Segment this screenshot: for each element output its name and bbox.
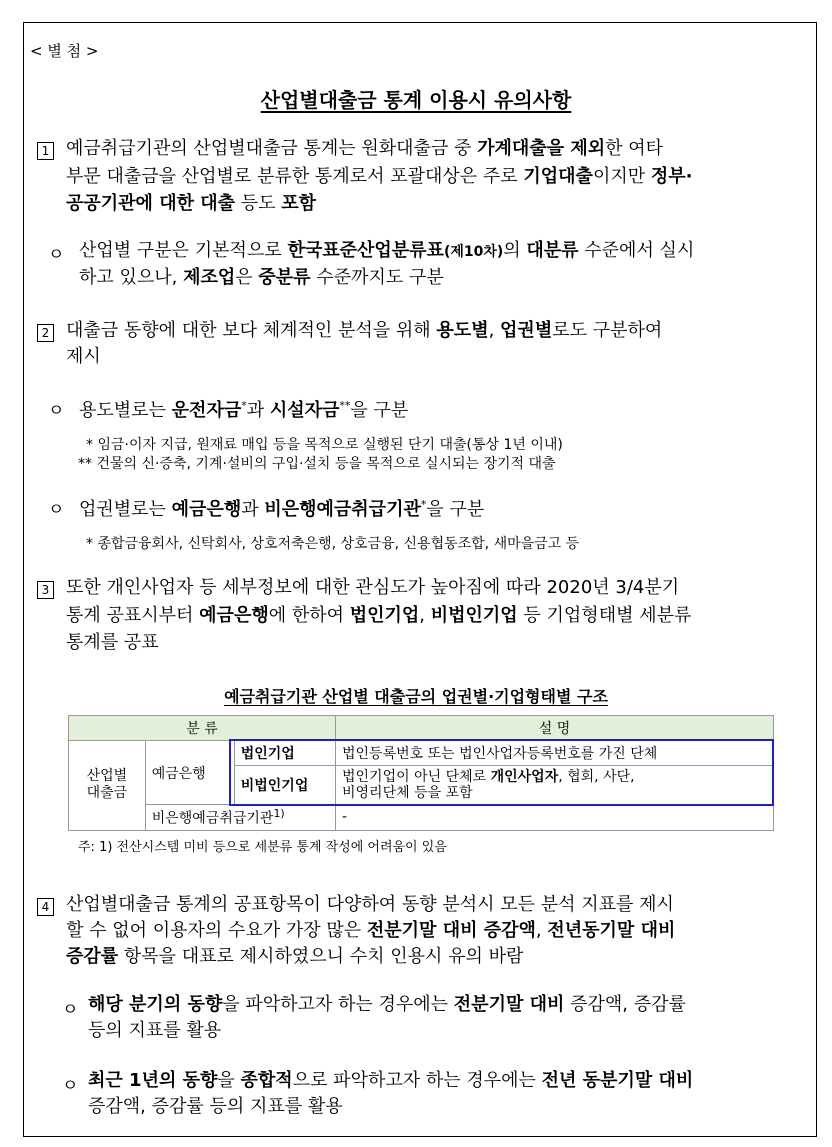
text-run: 예금은행 [171,499,242,520]
section-number-2: 2 [37,324,54,342]
text-run: 법인기업 [349,605,420,626]
bullet-marker: ㅇ [62,1000,79,1020]
header-description: 설 명 [336,716,774,741]
text-run: 비은행예금취급기관 [264,499,421,520]
table-footnote: 주: 1) 전산시스템 미비 등으로 세분류 통계 작성에 어려움이 있음 [78,840,447,855]
section-1-line-3 [66,189,316,218]
text-run: 산업별대출금 통계의 공표항목이 다양하여 동향 분석시 모든 분석 지표를 제시 [66,894,674,915]
text-run: * [241,399,247,412]
text-run: 한국표준산업분류표 [287,240,444,261]
section-4-bullet-2-line-2 [88,1092,343,1121]
text-run: 대분류 [526,240,579,261]
bullet-marker: ㅇ [48,500,65,520]
text-run: 운전자금 [171,400,242,421]
section-2-line-1 [66,316,662,345]
text-run: 등도 [235,193,282,214]
section-2-bullet-1 [79,391,408,425]
text-run: 등 기업형태별 세분류 [517,605,692,626]
section-3-line-3 [66,628,159,657]
section-1-line-1 [66,134,663,163]
table-row [69,741,774,766]
text-run: 등의 지표를 활용 [88,1020,222,1041]
text-run: 정부· [650,166,693,187]
text-run: 통계를 공표 [66,632,159,653]
text-run: 을 구분 [426,499,485,520]
section-2-bullet-2 [79,490,484,524]
text-run: 증감액, 증감률 등의 지표를 활용 [88,1096,343,1117]
bullet-marker: ㅇ [62,1076,79,1096]
text-run: 이지만 [592,166,651,187]
text-run: 예금취급기관의 산업별대출금 통계는 원화대출금 중 [66,138,478,159]
section-4-line-2 [66,916,675,945]
note-working-capital: * 임금·이자 지급, 원재료 매입 등을 목적으로 실행된 단기 대출(통상 1년 이내) [86,437,563,453]
cell-corporate: 법인기업 [234,741,335,766]
section-4-bullet-1-line-1 [88,990,686,1019]
text-run: 수준에서 실시 [578,240,695,261]
text-run: 또한 개인사업자 등 세부정보에 대한 관심도가 높아짐에 따라 2020년 3/4분기 [66,577,680,598]
text-run: 시설자금 [269,400,340,421]
section-number-4: 4 [37,898,54,916]
text-run: 과 [246,400,270,421]
section-2-line-2 [66,342,101,371]
text-run: 예금은행 [199,605,269,626]
text-run: 전분기말 대비 [453,994,565,1015]
text-run: , [419,605,431,626]
text-run: 전분기말 대비 증감액 [366,920,536,941]
cell-industry-loans: 산업별 대출금 [69,741,146,831]
section-4-bullet-1-line-2 [88,1016,221,1045]
note-nonbank: * 종합금융회사, 신탁회사, 상호저축은행, 상호금융, 신용협동조합, 새마을금고 등 [86,536,580,552]
text-run: 수준까지도 구분 [310,267,444,288]
section-number-1: 1 [37,142,54,160]
text-run: (제10차) [443,244,504,260]
text-run: 과 [241,499,265,520]
structure-table [68,715,774,831]
section-4-line-3 [66,942,523,971]
bullet-marker: ㅇ [48,401,65,421]
text-run: 해당 분기의 동향 [88,994,223,1015]
text-run: 산업별 구분은 기본적으로 [79,240,288,261]
text-run: 비법인기업 [430,605,518,626]
text-run: 부문 대출금을 산업별로 분류한 통계로서 포괄대상은 주로 [66,166,524,187]
section-number-3: 3 [37,581,54,599]
text-run: 전년동기말 대비 [547,920,676,941]
text-run: 의 [503,240,527,261]
cell-corporate-desc: 법인등록번호 또는 법인사업자등록번호를 가진 단체 [336,741,774,766]
text-run: 업권별 [500,320,553,341]
page-title: 산업별대출금 통계 이용시 유의사항 [260,88,572,112]
text-run: 용도별로는 [79,400,172,421]
table-header-row [69,716,774,741]
section-1-bullet-line-2 [79,263,444,292]
text-run: 에 한하여 [268,605,350,626]
section-4-line-1 [66,890,674,919]
text-run: 항목을 대표로 제시하였으니 수치 인용시 유의 바람 [118,946,524,967]
bullet-marker: ㅇ [48,245,65,265]
text-run: 종합적 [240,1070,293,1091]
text-run: 을 구분 [350,400,409,421]
text-run: 전년 동분기말 대비 [541,1070,694,1091]
text-run: 은 [235,267,259,288]
text-run: 공공기관에 대한 대출 [66,193,236,214]
text-run: 업권별로는 [79,499,172,520]
cell-noncorporate-desc: 법인기업이 아닌 단체로 개인사업자, 협회, 사단, 비영리단체 등을 포함 [336,766,774,805]
text-run: 기업대출 [523,166,593,187]
text-run: 대출금 동향에 대한 보다 체계적인 분석을 위해 [66,320,437,341]
text-run: , [535,920,548,941]
text-run: 을 파악하고자 하는 경우에는 [222,994,454,1015]
cell-nonbank: 비은행예금취급기관$^{1)}$ [145,805,335,831]
text-run: 가계대출을 제외 [477,138,606,159]
section-3-line-1 [66,573,679,602]
text-run: 을 [217,1070,241,1091]
text-run: 한 여타 [605,138,664,159]
section-4-bullet-2-line-1 [88,1066,693,1095]
attachment-label: < 별 첨 > [30,42,99,60]
text-run: 증감액, 증감률 [564,994,686,1015]
table-row [69,805,774,831]
text-run: 포함 [281,193,317,214]
text-run: 증감률 [66,946,119,967]
text-run: 제조업 [183,267,236,288]
text-run: 할 수 없어 이용자의 수요가 가장 많은 [66,920,367,941]
section-3-line-2 [66,601,691,630]
cell-nonbank-desc: - [336,805,774,831]
text-run: ** [339,399,351,412]
text-run: 으로 파악하고자 하는 경우에는 [292,1070,542,1091]
text-run: 최근 1년의 동향 [88,1070,218,1091]
header-classification: 분 류 [69,716,336,741]
cell-deposit-bank: 예금은행 [145,741,234,805]
text-run: , [488,320,501,341]
text-run: * [420,498,427,511]
text-run: 중분류 [258,267,311,288]
text-run: 제시 [66,346,101,367]
table-caption: 예금취급기관 산업별 대출금의 업권별·기업형태별 구조 [224,687,608,706]
text-run: 로도 구분하여 [552,320,663,341]
note-facility-capital: ** 건물의 신·증축, 기계·설비의 구입·설치 등을 목적으로 실시되는 장기적 대출 [78,456,556,472]
text-run: 용도별 [436,320,489,341]
cell-noncorporate: 비법인기업 [234,766,335,805]
section-1-line-2 [66,162,692,191]
text-run: 하고 있으나, [79,267,184,288]
text-run: 통계 공표시부터 [66,605,200,626]
